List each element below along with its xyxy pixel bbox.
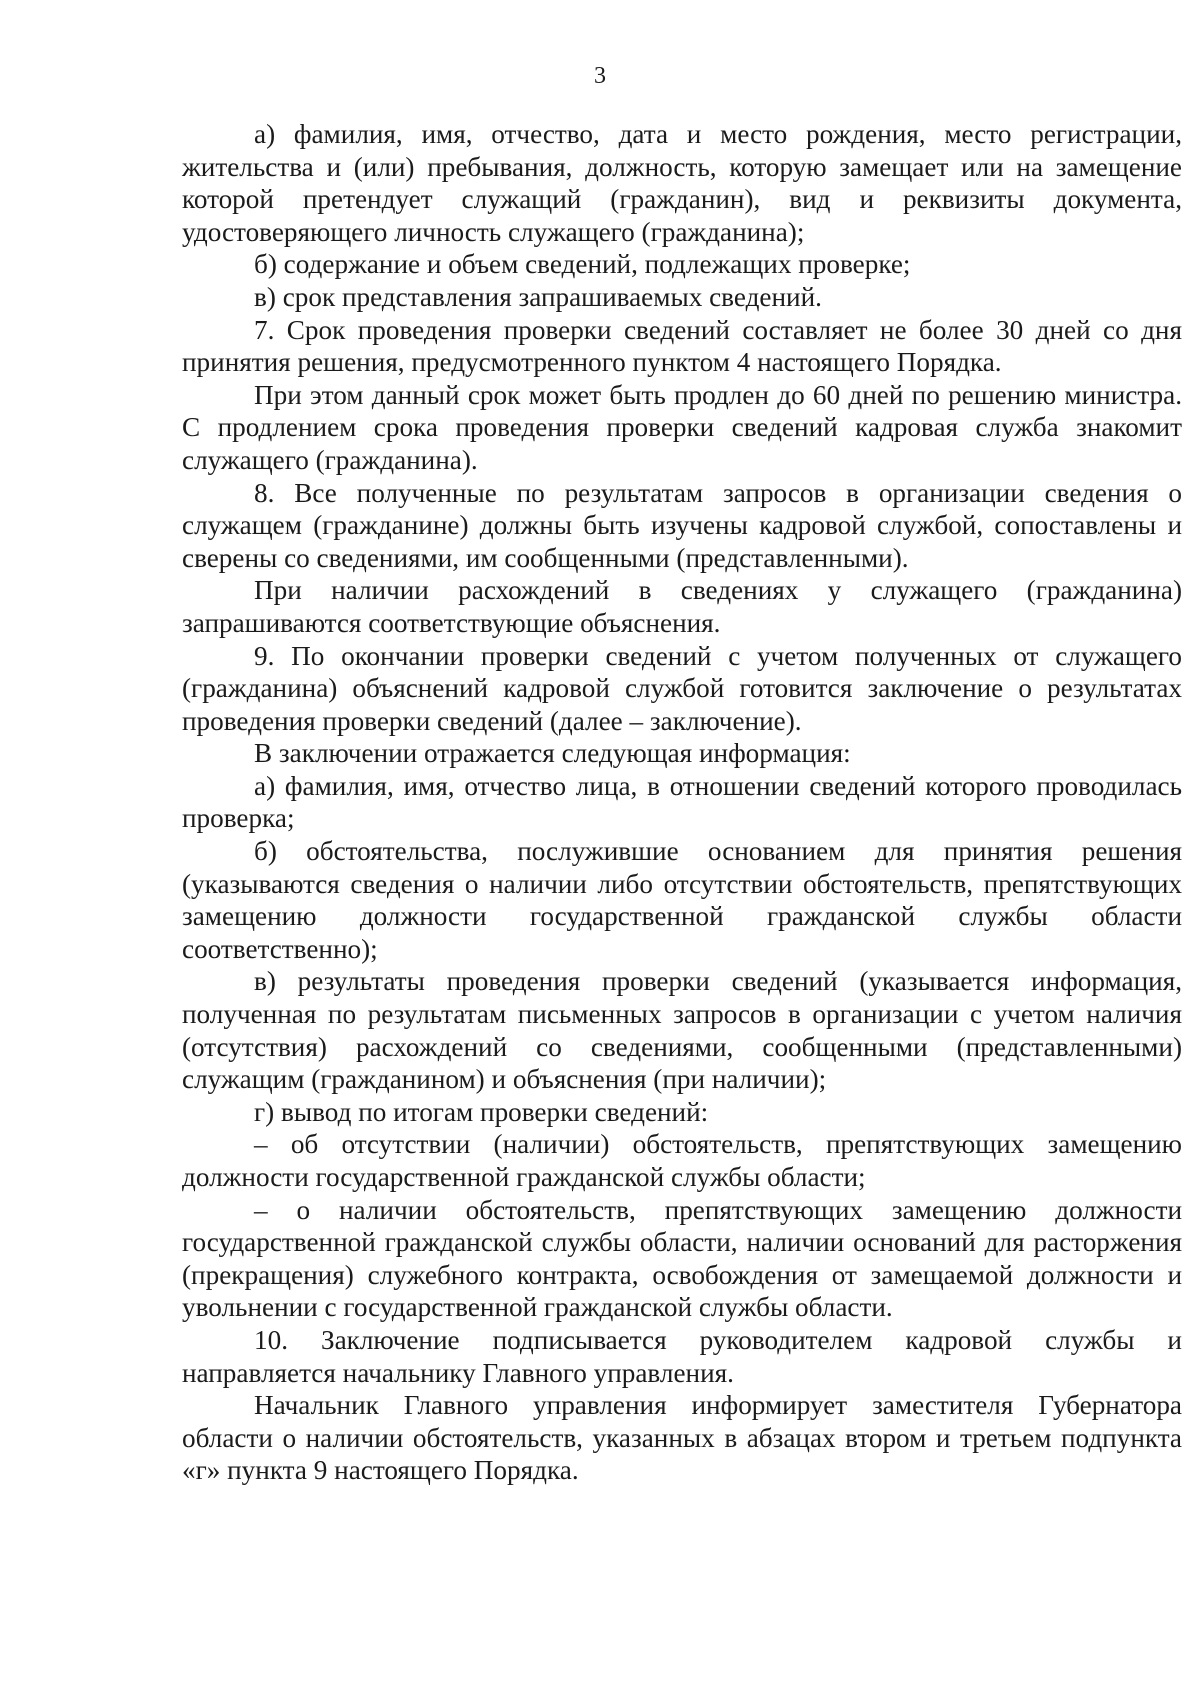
paragraph-conclusion-g-presence: – о наличии обстоятельств, препятствующих замещению должности государственной гражданской службы области, наличии оснований для расторжения (прекращения) служебного контракта, освобождения от замещаемой должности и увольнении с государственной гражданской службы области. — [182, 1194, 1182, 1323]
paragraph-item-10-inform: Начальник Главного управления информирует заместителя Губернатора области о наличии обстоятельств, указанных в абзацах втором и третьем подпункта «г» пункта 9 настоящего Порядка. — [182, 1390, 1182, 1486]
page-number: 3 — [594, 63, 606, 89]
paragraph-subitem-a-personal-data: а) фамилия, имя, отчество, дата и место рождения, место регистрации, жительства и (или) пребывания, должность, которую замещает или на замещение которой претендует служащий (гражданин), вид и реквизиты документа, удостоверяющего личность служащего (гражданина); — [182, 119, 1182, 247]
paragraph-conclusion-a: а) фамилия, имя, отчество лица, в отношении сведений которого проводилась проверка; — [182, 770, 1182, 834]
paragraph-conclusion-v: в) результаты проведения проверки сведений (указывается информация, полученная по результатам письменных запросов в организации с учетом наличия (отсутствия) расхождений со сведениями, сообщенными (представленными) служащим (гражданином) и объяснения (при наличии); — [182, 966, 1182, 1095]
paragraph-conclusion-g: г) вывод по итогам проверки сведений: — [254, 1096, 709, 1127]
paragraph-conclusion-g-absence: – об отсутствии (наличии) обстоятельств, препятствующих замещению должности государственной гражданской службы области; — [182, 1129, 1182, 1192]
paragraph-conclusion-b: б) обстоятельства, послужившие основанием для принятия решения (указываются сведения о наличии либо отсутствии обстоятельств, препятствующих замещению должности государственной гражданской службы области соответственно); — [182, 836, 1182, 964]
paragraph-subitem-v-deadline: в) срок представления запрашиваемых сведений. — [254, 281, 822, 312]
paragraph-subitem-b-scope: б) содержание и объем сведений, подлежащих проверке; — [254, 249, 911, 280]
paragraph-conclusion-intro: В заключении отражается следующая информация: — [254, 738, 851, 769]
paragraph-item-10: 10. Заключение подписывается руководителем кадровой службы и направляется начальнику Главного управления. — [182, 1324, 1182, 1388]
paragraph-item-9: 9. По окончании проверки сведений с учетом полученных от служащего (гражданина) объяснений кадровой службой готовится заключение о результатах проведения проверки сведений (далее – заключение). — [182, 640, 1182, 736]
paragraph-item-8: 8. Все полученные по результатам запросов в организации сведения о служащем (гражданине) должны быть изучены кадровой службой, сопоставлены и сверены со сведениями, им сообщенными (представленными). — [182, 477, 1182, 573]
paragraph-item-8-discrepancies: При наличии расхождений в сведениях у служащего (гражданина) запрашиваются соответствующие объяснения. — [182, 575, 1182, 638]
paragraph-item-7-extension: При этом данный срок может быть продлен до 60 дней по решению министра. С продлением срока проведения проверки сведений кадровая служба знакомит служащего (гражданина). — [182, 379, 1182, 475]
paragraph-item-7: 7. Срок проведения проверки сведений составляет не более 30 дней со дня принятия решения, предусмотренного пунктом 4 настоящего Порядка. — [182, 314, 1182, 378]
document-body — [182, 118, 1182, 1487]
